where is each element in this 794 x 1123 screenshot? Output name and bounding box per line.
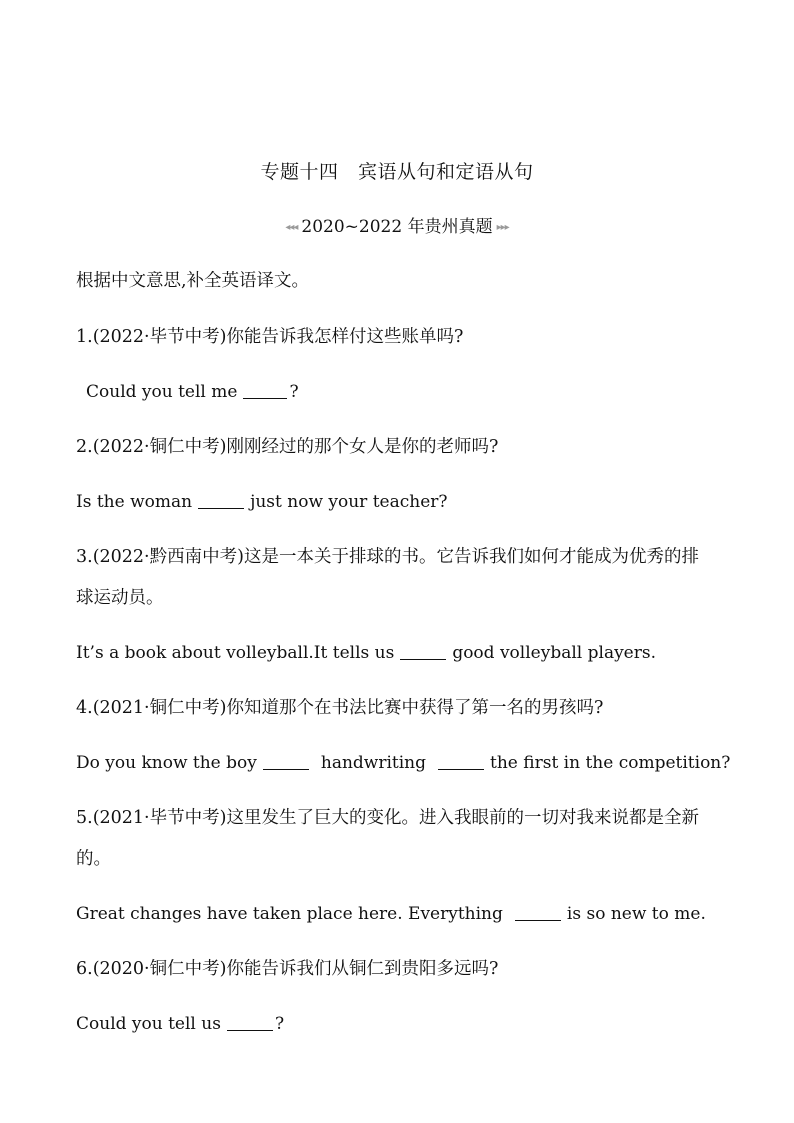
answer-blank[interactable]: [198, 492, 244, 509]
question-4-answer: [76, 752, 730, 774]
question-2-prompt: 2.(2022·铜仁中考)刚刚经过的那个女人是你的老师吗?: [76, 437, 499, 457]
decorative-arrows-left: ◂◂◂: [285, 222, 298, 233]
decorative-arrows-right: ▸▸▸: [496, 222, 509, 233]
answer-text: good volleyball players.: [452, 643, 656, 663]
answer-text: Could you tell me: [86, 382, 238, 402]
answer-blank[interactable]: [243, 382, 287, 399]
answer-text: Do you know the boy: [76, 753, 257, 773]
answer-blank[interactable]: [438, 753, 484, 770]
answer-blank[interactable]: [227, 1014, 273, 1031]
answer-text: It’s a book about volleyball.It tells us: [76, 643, 395, 663]
question-4-prompt: 4.(2021·铜仁中考)你知道那个在书法比赛中获得了第一名的男孩吗?: [76, 698, 604, 718]
answer-text: ?: [274, 1014, 285, 1034]
answer-blank[interactable]: [400, 643, 446, 660]
question-6-prompt: 6.(2020·铜仁中考)你能告诉我们从铜仁到贵阳多远吗?: [76, 959, 499, 979]
question-1-prompt: 1.(2022·毕节中考)你能告诉我怎样付这些账单吗?: [76, 327, 464, 347]
answer-text: ?: [289, 382, 299, 402]
question-1-answer: [86, 381, 299, 403]
question-3-answer: [76, 642, 656, 664]
question-5-answer: [76, 903, 706, 925]
answer-text: is so new to me.: [566, 904, 706, 924]
question-5-prompt-line1: 5.(2021·毕节中考)这里发生了巨大的变化。进入我眼前的一切对我来说都是全新: [76, 808, 699, 828]
answer-text: Is the woman: [76, 492, 193, 512]
answer-text: handwriting: [320, 753, 427, 773]
question-3-prompt-line2: 球运动员。: [76, 588, 164, 608]
instruction: 根据中文意思,补全英语译文。: [76, 271, 310, 291]
answer-text: Could you tell us: [76, 1014, 221, 1034]
question-6-answer: [76, 1013, 284, 1035]
answer-blank[interactable]: [263, 753, 309, 770]
subtitle-text: 2020~2022 年贵州真题: [301, 217, 493, 237]
answer-text: the first in the competition?: [490, 753, 731, 773]
answer-text: Great changes have taken place here. Everything: [76, 904, 503, 924]
answer-text: just now your teacher?: [250, 492, 448, 512]
page-title: 专题十四 宾语从句和定语从句: [260, 161, 534, 183]
question-5-prompt-line2: 的。: [76, 849, 111, 869]
answer-blank[interactable]: [515, 904, 561, 921]
section-subtitle: [0, 216, 794, 239]
question-3-prompt-line1: 3.(2022·黔西南中考)这是一本关于排球的书。它告诉我们如何才能成为优秀的排: [76, 547, 699, 567]
question-2-answer: [76, 491, 448, 513]
